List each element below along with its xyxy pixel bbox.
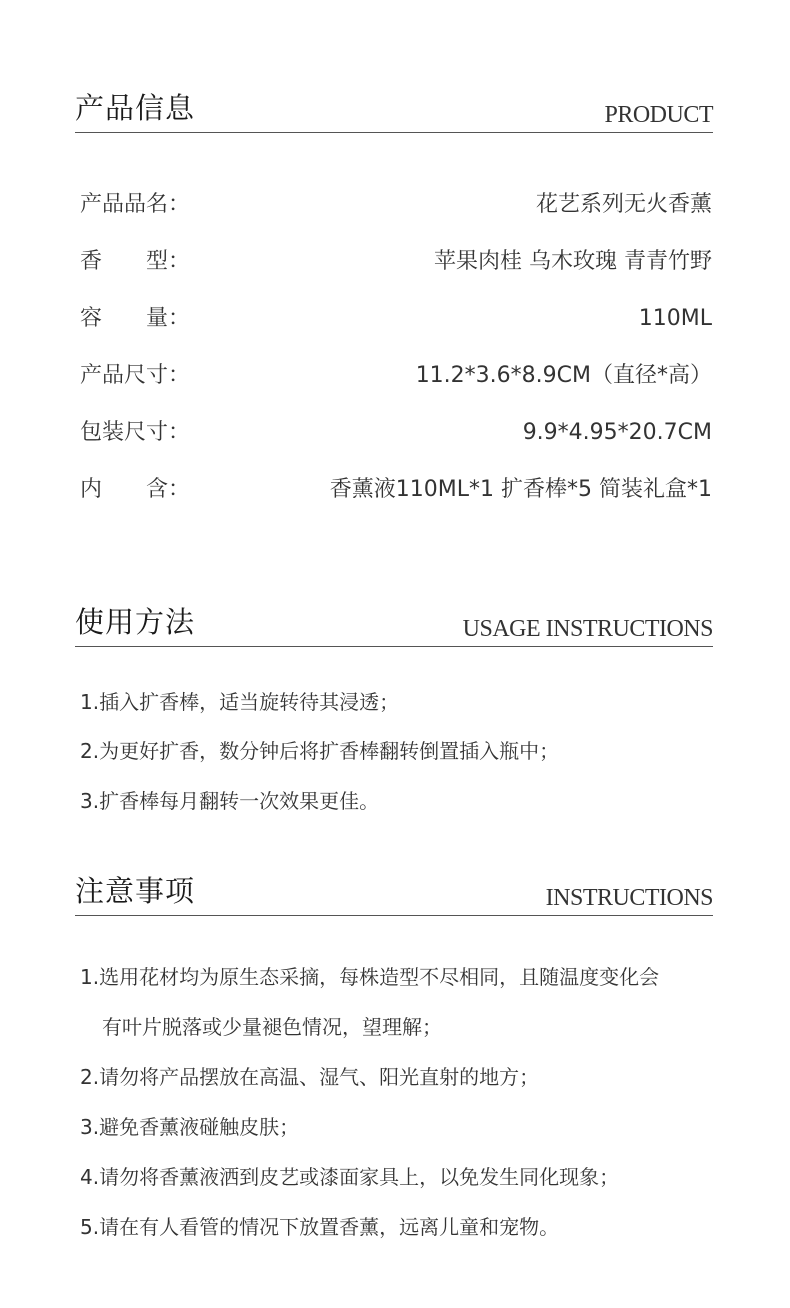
spec-row-scent xyxy=(80,247,712,277)
notes-item: 1.选用花材均为原生态采摘，每株造型不尽相同，且随温度变化会 xyxy=(80,965,660,989)
spec-row-capacity xyxy=(80,304,712,334)
notes-item: 5.请在有人看管的情况下放置香薰，远离儿童和宠物。 xyxy=(80,1215,560,1239)
product-info-title-en: PRODUCT xyxy=(604,102,713,128)
usage-item: 2.为更好扩香，数分钟后将扩香棒翻转倒置插入瓶中； xyxy=(80,739,560,763)
notes-title: 注意事项 xyxy=(75,874,196,908)
spec-label: 产品尺寸： xyxy=(80,363,191,388)
notes-item: 2.请勿将产品摆放在高温、湿气、阳光直射的地方； xyxy=(80,1065,540,1089)
spec-value: 9.9*4.95*20.7CM xyxy=(522,420,712,445)
spec-value: 110ML xyxy=(638,306,712,331)
notes-title-en: INSTRUCTIONS xyxy=(545,885,713,911)
notes-item: 3.避免香薰液碰触皮肤； xyxy=(80,1115,300,1139)
spec-label: 包装尺寸： xyxy=(80,420,191,445)
spec-value: 11.2*3.6*8.9CM（直径*高） xyxy=(415,363,712,388)
spec-row-contents xyxy=(80,475,712,505)
usage-title: 使用方法 xyxy=(75,605,196,639)
spec-value: 花艺系列无火香薰 xyxy=(535,192,712,217)
spec-value: 苹果肉桂 乌木玫瑰 青青竹野 xyxy=(434,249,712,274)
spec-label: 香 型： xyxy=(80,249,191,274)
spec-label: 产品品名： xyxy=(80,192,191,217)
spec-row-product-size xyxy=(80,361,712,391)
spec-value: 香薰液110ML*1 扩香棒*5 简装礼盒*1 xyxy=(329,477,712,502)
spec-row-package-size xyxy=(80,418,712,448)
spec-label: 容 量： xyxy=(80,306,191,331)
notes-item: 4.请勿将香薰液洒到皮艺或漆面家具上，以免发生同化现象； xyxy=(80,1165,620,1189)
product-info-header xyxy=(75,92,713,133)
product-info-title: 产品信息 xyxy=(75,91,196,125)
usage-item: 3.扩香棒每月翻转一次效果更佳。 xyxy=(80,789,380,813)
spec-label: 内 含： xyxy=(80,477,191,502)
notes-item-continued: 有叶片脱落或少量褪色情况，望理解； xyxy=(102,1015,442,1039)
usage-title-en: USAGE INSTRUCTIONS xyxy=(462,616,713,642)
notes-header xyxy=(75,875,713,916)
spec-row-name xyxy=(80,190,712,220)
usage-item: 1.插入扩香棒，适当旋转待其浸透； xyxy=(80,690,400,714)
usage-header xyxy=(75,606,713,647)
